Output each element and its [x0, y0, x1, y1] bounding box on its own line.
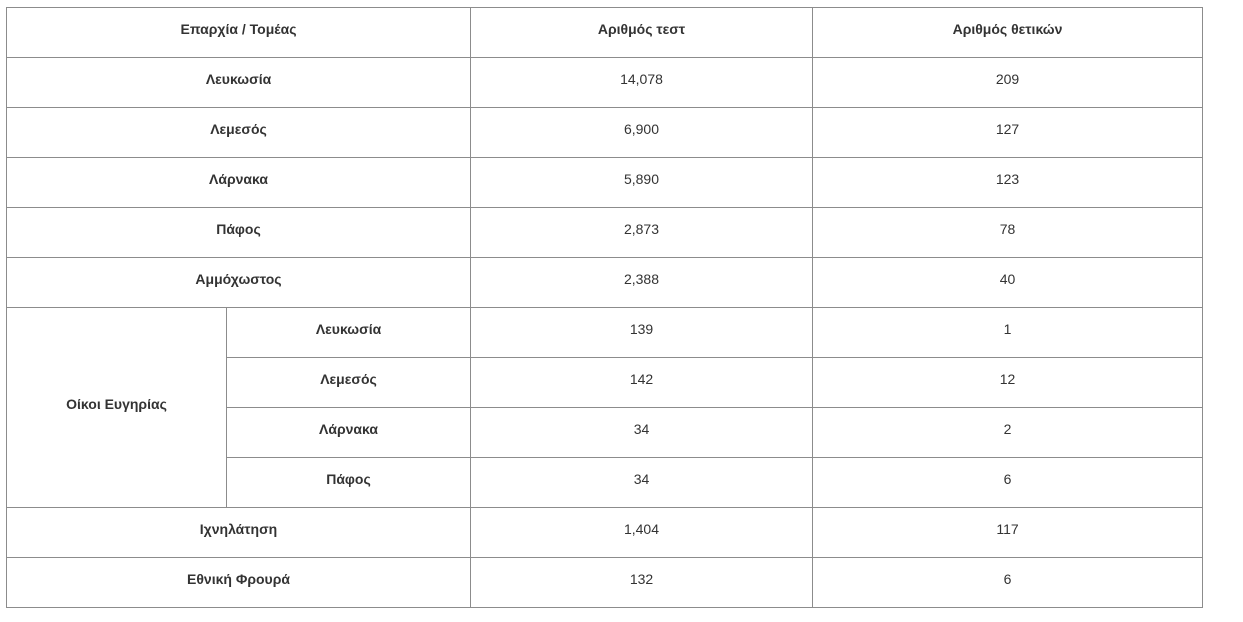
row-tests: 139	[471, 308, 813, 358]
row-subregion: Πάφος	[227, 458, 471, 508]
row-region: Εθνική Φρουρά	[7, 558, 471, 608]
row-positives: 6	[813, 558, 1203, 608]
row-tests: 6,900	[471, 108, 813, 158]
row-tests: 34	[471, 458, 813, 508]
table-row	[7, 58, 1203, 108]
row-tests: 34	[471, 408, 813, 458]
row-tests: 1,404	[471, 508, 813, 558]
row-positives: 123	[813, 158, 1203, 208]
care-homes-group-label: Οίκοι Ευγηρίας	[7, 308, 227, 508]
row-subregion: Λάρνακα	[227, 408, 471, 458]
table-header-row	[7, 8, 1203, 58]
table-row	[7, 558, 1203, 608]
row-positives: 12	[813, 358, 1203, 408]
row-positives: 127	[813, 108, 1203, 158]
table-row	[7, 208, 1203, 258]
table-row	[7, 508, 1203, 558]
header-tests: Αριθμός τεστ	[471, 8, 813, 58]
row-positives: 78	[813, 208, 1203, 258]
row-positives: 209	[813, 58, 1203, 108]
row-region: Λάρνακα	[7, 158, 471, 208]
row-tests: 132	[471, 558, 813, 608]
row-positives: 40	[813, 258, 1203, 308]
row-tests: 2,388	[471, 258, 813, 308]
header-region: Επαρχία / Τομέας	[7, 8, 471, 58]
row-tests: 142	[471, 358, 813, 408]
row-tests: 14,078	[471, 58, 813, 108]
table-row	[7, 108, 1203, 158]
row-region: Λευκωσία	[7, 58, 471, 108]
row-positives: 117	[813, 508, 1203, 558]
row-positives: 1	[813, 308, 1203, 358]
table-row	[7, 258, 1203, 308]
row-subregion: Λευκωσία	[227, 308, 471, 358]
row-region: Λεμεσός	[7, 108, 471, 158]
row-region: Αμμόχωστος	[7, 258, 471, 308]
row-tests: 5,890	[471, 158, 813, 208]
row-positives: 2	[813, 408, 1203, 458]
table-row	[7, 308, 1203, 358]
row-positives: 6	[813, 458, 1203, 508]
row-tests: 2,873	[471, 208, 813, 258]
row-region: Ιχνηλάτηση	[7, 508, 471, 558]
covid-tests-table	[6, 7, 1203, 608]
row-subregion: Λεμεσός	[227, 358, 471, 408]
table-row	[7, 158, 1203, 208]
header-positives: Αριθμός θετικών	[813, 8, 1203, 58]
table-container	[6, 7, 1203, 608]
row-region: Πάφος	[7, 208, 471, 258]
